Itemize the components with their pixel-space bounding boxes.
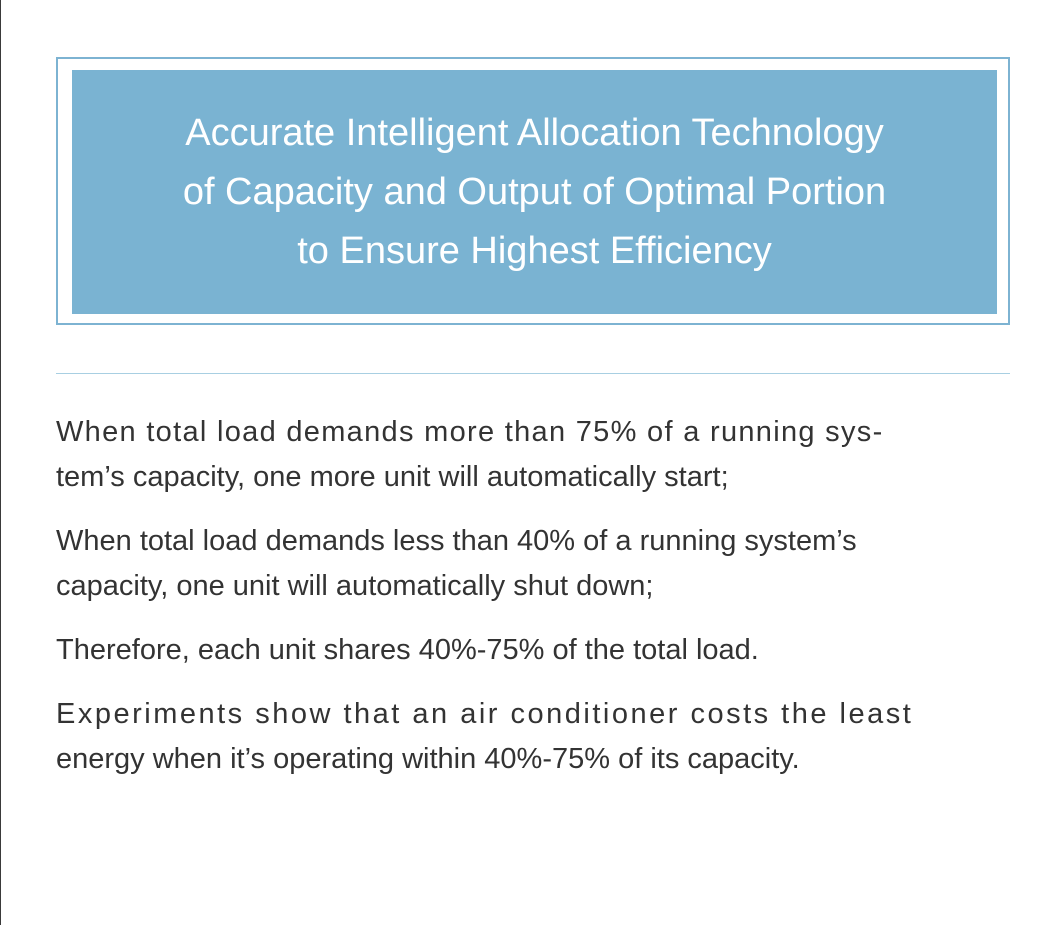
paragraph-line: tem’s capacity, one more unit will automatically start; [56,461,729,493]
description-text [56,410,1012,801]
paragraph-load-share [56,628,1012,673]
paragraph-experiments [56,692,1012,782]
paragraph-line: capacity, one unit will automatically shut down; [56,570,654,602]
title-line: of Capacity and Output of Optimal Portion [182,170,887,213]
paragraph-line: When total load demands less than 40% of a running system’s [56,525,857,557]
title-line: Accurate Intelligent Allocation Technology [185,111,884,154]
page-title [153,104,916,281]
paragraph-line: When total load demands more than 75% of a running sys- [56,416,884,448]
paragraph-add-unit-rule [56,410,1012,500]
paragraph-shutdown-rule [56,519,1012,609]
paragraph-line: Therefore, each unit shares 40%-75% of the total load. [56,634,759,666]
page-edge [0,0,1,925]
title-banner [72,70,997,314]
paragraph-line: energy when it’s operating within 40%-75% of its capacity. [56,743,800,775]
section-divider [56,373,1010,374]
paragraph-line: Experiments show that an air conditioner costs the least [56,698,914,730]
title-line: to Ensure Highest Efficiency [297,229,772,272]
